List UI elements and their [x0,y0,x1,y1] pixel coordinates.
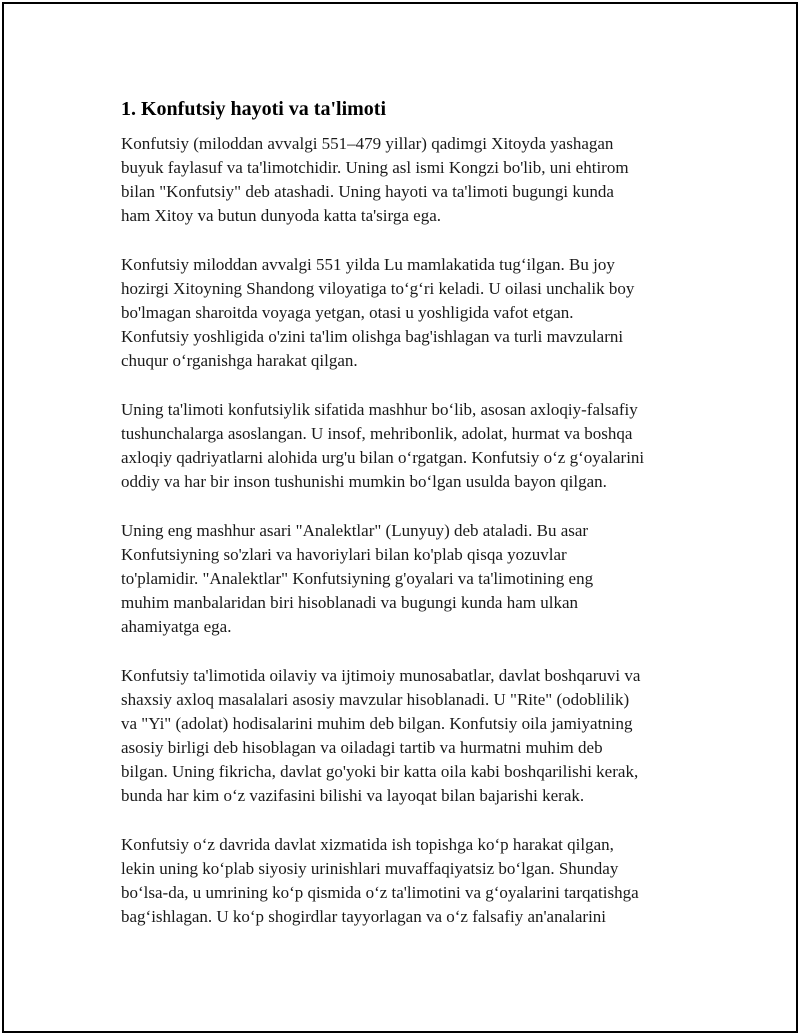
text-line: bilan "Konfutsiy" deb atashadi. Uning hayoti va ta'limoti bugungi kunda [121,182,614,201]
paragraph [121,132,701,228]
text-line: ahamiyatga ega. [121,617,232,636]
text-line: Konfutsiy o‘z davrida davlat xizmatida ish topishga ko‘p harakat qilgan, [121,835,614,854]
text-line: Uning eng mashhur asari "Analektlar" (Lunyuy) deb ataladi. Bu asar [121,521,589,540]
text-line: Konfutsiy ta'limotida oilaviy va ijtimoiy munosabatlar, davlat boshqaruvi va [121,666,641,685]
text-line: Konfutsiy yoshligida o'zini ta'lim olishga bag'ishlagan va turli mavzularni [121,327,624,346]
text-line: muhim manbalaridan biri hisoblanadi va bugungi kunda ham ulkan [121,593,579,612]
text-line: bag‘ishlagan. U ko‘p shogirdlar tayyorlagan va o‘z falsafiy an'analarini [121,907,607,926]
paragraph [121,833,701,929]
paragraph-list [121,132,701,929]
text-line: to'plamidir. "Analektlar" Konfutsiyning g'oyalari va ta'limotining eng [121,569,594,588]
text-line: va "Yi" (adolat) hodisalarini muhim deb bilgan. Konfutsiy oila jamiyatning [121,714,633,733]
text-line: chuqur o‘rganishga harakat qilgan. [121,351,358,370]
text-line: buyuk faylasuf va ta'limotchidir. Uning asl ismi Kongzi bo'lib, uni ehtirom [121,158,629,177]
paragraph [121,664,701,808]
text-line: lekin uning ko‘plab siyosiy urinishlari muvaffaqiyatsiz bo‘lgan. Shunday [121,859,619,878]
text-line: Uning ta'limoti konfutsiylik sifatida mashhur bo‘lib, asosan axloqiy-falsafiy [121,400,638,419]
paragraph [121,519,701,639]
text-line: asosiy birligi deb hisoblagan va oiladagi tartib va hurmatni muhim deb [121,738,603,757]
text-line: Konfutsiyning so'zlari va havoriylari bilan ko'plab qisqa yozuvlar [121,545,567,564]
page-frame [2,2,798,1033]
text-line: bo‘lsa-da, u umrining ko‘p qismida o‘z ta'limotini va g‘oyalarini tarqatishga [121,883,639,902]
text-line: hozirgi Xitoyning Shandong viloyatiga to‘g‘ri keladi. U oilasi unchalik boy [121,279,635,298]
text-line: bo'lmagan sharoitda voyaga yetgan, otasi u yoshligida vafot etgan. [121,303,574,322]
text-line: oddiy va har bir inson tushunishi mumkin bo‘lgan usulda bayon qilgan. [121,472,607,491]
text-line: bunda har kim o‘z vazifasini bilishi va layoqat bilan bajarishi kerak. [121,786,585,805]
text-line: tushunchalarga asoslangan. U insof, mehribonlik, adolat, hurmat va boshqa [121,424,633,443]
text-line: axloqiy qadriyatlarni alohida urg'u bilan o‘rgatgan. Konfutsiy o‘z g‘oyalarini [121,448,645,467]
text-line: Konfutsiy miloddan avvalgi 551 yilda Lu mamlakatida tug‘ilgan. Bu joy [121,255,615,274]
text-line: bilgan. Uning fikricha, davlat go'yoki bir katta oila kabi boshqarilishi kerak, [121,762,639,781]
document-body [121,96,701,954]
paragraph [121,398,701,494]
section-title: 1. Konfutsiy hayoti va ta'limoti [121,98,387,120]
text-line: shaxsiy axloq masalalari asosiy mavzular hisoblanadi. U "Rite" (odoblilik) [121,690,630,709]
paragraph [121,253,701,373]
text-line: Konfutsiy (miloddan avvalgi 551–479 yillar) qadimgi Xitoyda yashagan [121,134,614,153]
text-line: ham Xitoy va butun dunyoda katta ta'sirga ega. [121,206,442,225]
